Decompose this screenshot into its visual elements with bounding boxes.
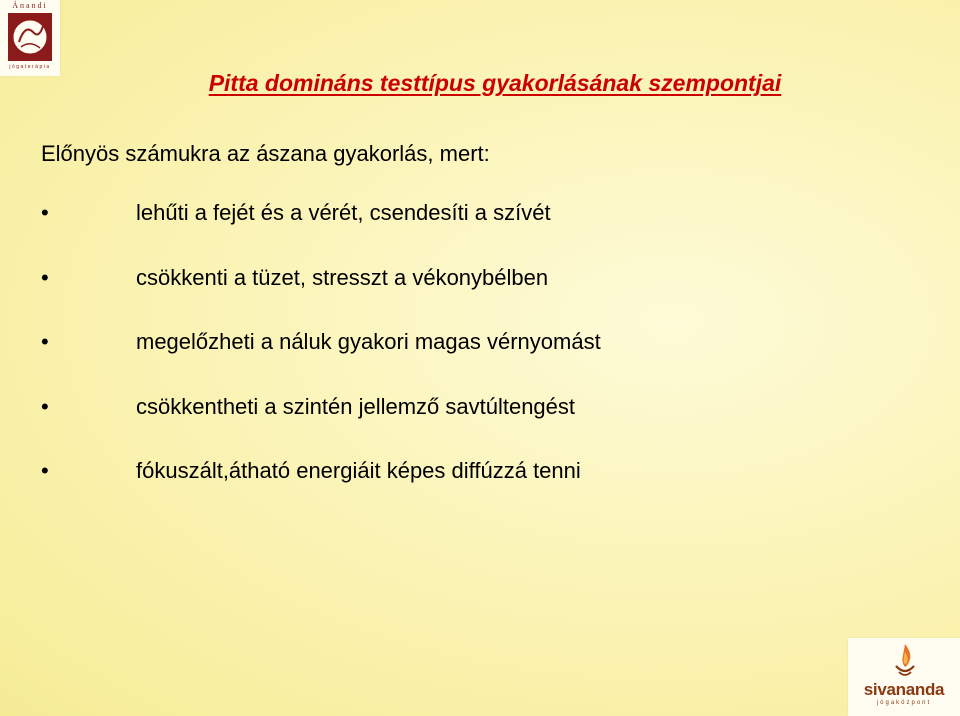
flame-icon bbox=[892, 642, 918, 680]
bullet-text: csökkenti a tüzet, stresszt a vékonybélben bbox=[136, 264, 549, 290]
bullet-icon: • bbox=[41, 393, 49, 419]
bullet-icon: • bbox=[41, 329, 49, 354]
bullet-icon: • bbox=[41, 458, 49, 483]
sivananda-logo-tagline: jógaközpont bbox=[876, 700, 932, 706]
bullet-text: lehűti a fejét és a vérét, csendesíti a szívét bbox=[136, 200, 551, 225]
anandi-logo bbox=[0, 0, 60, 76]
bullet-icon: • bbox=[41, 200, 49, 225]
anandi-logo-tagline: jógaterápia bbox=[9, 64, 51, 70]
bullet-text: csökkentheti a szintén jellemző savtúltengést bbox=[136, 393, 576, 419]
intro-text: Előnyös számukra az ászana gyakorlás, mert: bbox=[41, 141, 490, 166]
anandi-emblem-icon bbox=[7, 12, 53, 62]
sivananda-logo bbox=[848, 638, 960, 716]
sivananda-logo-name: sivananda bbox=[863, 680, 945, 699]
bullet-icon: • bbox=[41, 264, 49, 290]
bullet-text: megelőzheti a náluk gyakori magas vérnyomást bbox=[136, 329, 601, 354]
bullet-text: fókuszált,átható energiáit képes diffúzzá tenni bbox=[136, 458, 581, 483]
anandi-logo-name: Ánandi bbox=[12, 1, 48, 10]
slide-title: Pitta domináns testtípus gyakorlásának szempontjai bbox=[208, 70, 782, 96]
